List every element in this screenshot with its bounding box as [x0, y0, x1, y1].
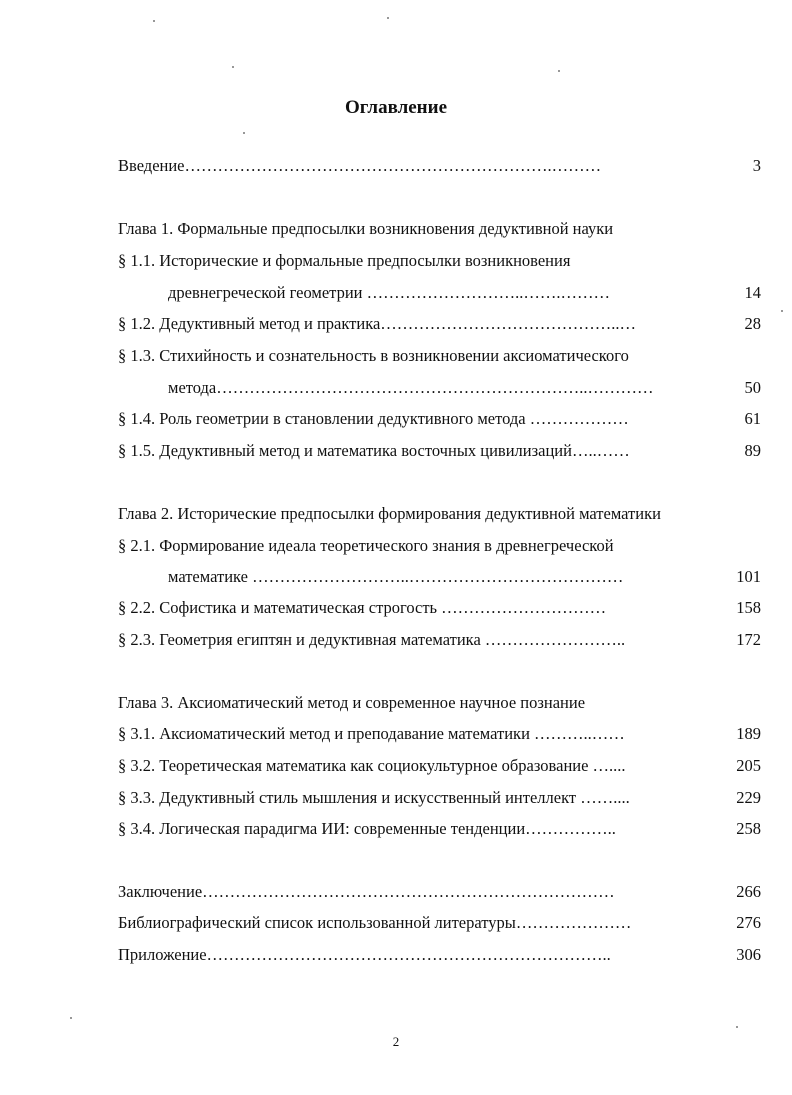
toc-item-3-1-page: 189 — [736, 724, 761, 743]
toc-item-2-1-page: 101 — [736, 567, 761, 586]
toc-item-3-1: § 3.1. Аксиоматический метод и преподавание математики ………..…… — [118, 724, 625, 743]
toc-item-1-3-line2: метода…………………………………………………………..………… — [168, 378, 654, 397]
scan-speck — [232, 66, 234, 68]
toc-item-2-3-page: 172 — [736, 630, 761, 649]
toc-item-1-5: § 1.5. Дедуктивный метод и математика восточных цивилизаций…..…… — [118, 441, 630, 460]
page-number: 2 — [392, 1034, 400, 1049]
toc-item-1-1-page: 14 — [744, 283, 761, 302]
scan-speck — [387, 17, 389, 19]
scan-speck — [243, 132, 245, 134]
toc-item-1-3-line1: § 1.3. Стихийность и сознательность в возникновении аксиоматического — [118, 346, 629, 365]
toc-item-1-5-page: 89 — [744, 441, 761, 460]
toc-item-1-4-page: 61 — [744, 409, 761, 428]
toc-item-2-1-line2: математике ………………………..………………………………… — [168, 567, 624, 586]
toc-item-3-2: § 3.2. Теоретическая математика как социокультурное образование ….... — [118, 756, 626, 775]
toc-item-1-2: § 1.2. Дедуктивный метод и практика……………………………………..… — [118, 314, 637, 333]
toc-conclusion: Заключение………………………………………………………………… — [118, 882, 615, 901]
toc-item-2-1-line1: § 2.1. Формирование идеала теоретического знания в древнегреческой — [118, 536, 614, 555]
toc-item-3-4: § 3.4. Логическая парадигма ИИ: современные тенденции…………….. — [118, 819, 616, 838]
toc-item-1-2-page: 28 — [744, 314, 761, 333]
toc-item-3-4-page: 258 — [736, 819, 761, 838]
toc-item-3-3: § 3.3. Дедуктивный стиль мышления и искусственный интеллект …….... — [118, 788, 630, 807]
toc-appendix: Приложение……………………………………………………………….. — [118, 945, 611, 964]
scan-speck — [736, 1026, 738, 1028]
toc-conclusion-page: 266 — [736, 882, 761, 901]
scan-speck — [558, 70, 560, 72]
page-title: Оглавление — [344, 97, 448, 118]
toc-item-1-1-line1: § 1.1. Исторические и формальные предпосылки возникновения — [118, 251, 571, 270]
toc-item-1-1-line2: древнегреческой геометрии ………………………..…….……… — [168, 283, 610, 302]
toc-item-2-2: § 2.2. Софистика и математическая строгость ………………………… — [118, 598, 607, 617]
toc-item-2-3: § 2.3. Геометрия египтян и дедуктивная математика …………………….. — [118, 630, 626, 649]
toc-item-3-3-page: 229 — [736, 788, 761, 807]
toc-item-1-4: § 1.4. Роль геометрии в становлении дедуктивного метода ……………… — [118, 409, 629, 428]
chapter-3-heading: Глава 3. Аксиоматический метод и современное научное познание — [118, 693, 586, 712]
scan-speck — [781, 310, 783, 312]
toc-intro-text: Введение………………………………………………………….……… — [118, 156, 602, 175]
scan-speck — [70, 1017, 72, 1019]
chapter-1-heading: Глава 1. Формальные предпосылки возникновения дедуктивной науки — [118, 219, 614, 238]
toc-item-3-2-page: 205 — [736, 756, 761, 775]
toc-appendix-page: 306 — [736, 945, 761, 964]
toc-item-2-2-page: 158 — [736, 598, 761, 617]
toc-bibliography-page: 276 — [736, 913, 761, 932]
scan-speck — [153, 20, 155, 22]
chapter-2-heading: Глава 2. Исторические предпосылки формирования дедуктивной математики — [118, 504, 661, 523]
toc-bibliography: Библиографический список использованной литературы………………… — [118, 913, 632, 932]
toc-item-1-3-page: 50 — [744, 378, 761, 397]
toc-intro-page: 3 — [752, 156, 761, 175]
